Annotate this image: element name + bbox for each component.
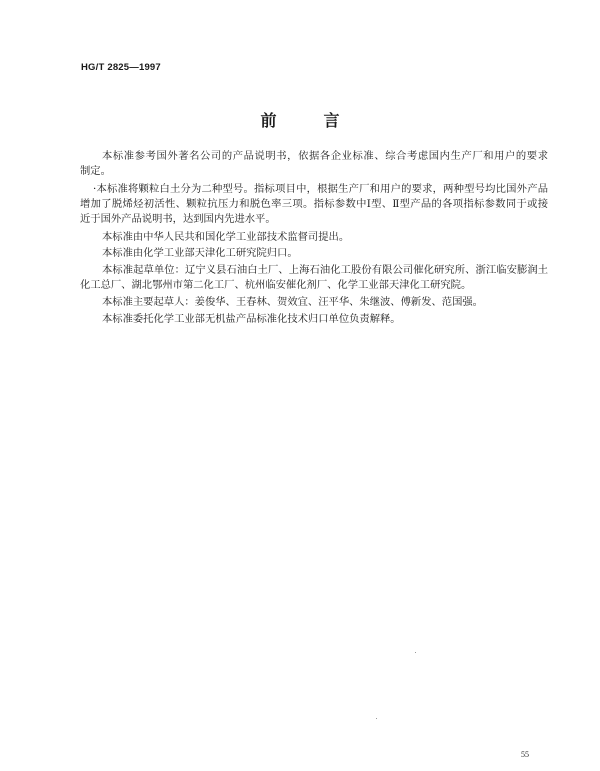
scan-speck	[415, 652, 416, 653]
paragraph-2-line-1: ·本标准将颗粒白土分为二种型号。指标项目中，根据生产厂和用户的要求，两种型号均比国外产品	[93, 183, 548, 195]
paragraph-1-line-1: 本标准参考国外著名公司的产品说明书，依据各企业标准、综合考虑国内生产厂和用户的要求	[102, 150, 548, 162]
paragraph-7-line-1: 本标准委托化学工业部无机盐产品标准化技术归口单位负责解释。	[102, 313, 401, 325]
paragraph-5-line-2: 化工总厂、湖北鄂州市第二化工厂、杭州临安催化剂厂、化学工业部天津化工研究院。	[80, 279, 472, 291]
paragraph-2-line-3: 近于国外产品说明书，达到国内先进水平。	[80, 213, 276, 225]
paragraph-5-line-1: 本标准起草单位：辽宁义县石油白土厂、上海石油化工股份有限公司催化研究所、浙江临安膨润土	[102, 264, 548, 276]
title-char-2: 言	[323, 111, 340, 130]
paragraph-6-line-1: 本标准主要起草人：姜俊华、王春林、贺效宜、汪平华、朱继波、傅新发、范国强。	[102, 296, 483, 308]
standard-code: HG/T 2825—1997	[81, 62, 161, 73]
paragraph-2-line-2: 增加了脱烯烃初活性、颗粒抗压力和脱色率三项。指标参数中Ⅰ型、Ⅱ型产品的各项指标参数同于或接	[80, 198, 548, 210]
scan-speck	[376, 718, 377, 719]
paragraph-3-line-1: 本标准由中华人民共和国化学工业部技术监督司提出。	[102, 231, 350, 243]
paragraph-4-line-1: 本标准由化学工业部天津化工研究院归口。	[102, 247, 298, 259]
title-char-1: 前	[260, 111, 277, 130]
page-number: 55	[521, 750, 529, 759]
paragraph-1-line-2: 制定。	[80, 165, 111, 177]
page-title	[0, 108, 600, 131]
